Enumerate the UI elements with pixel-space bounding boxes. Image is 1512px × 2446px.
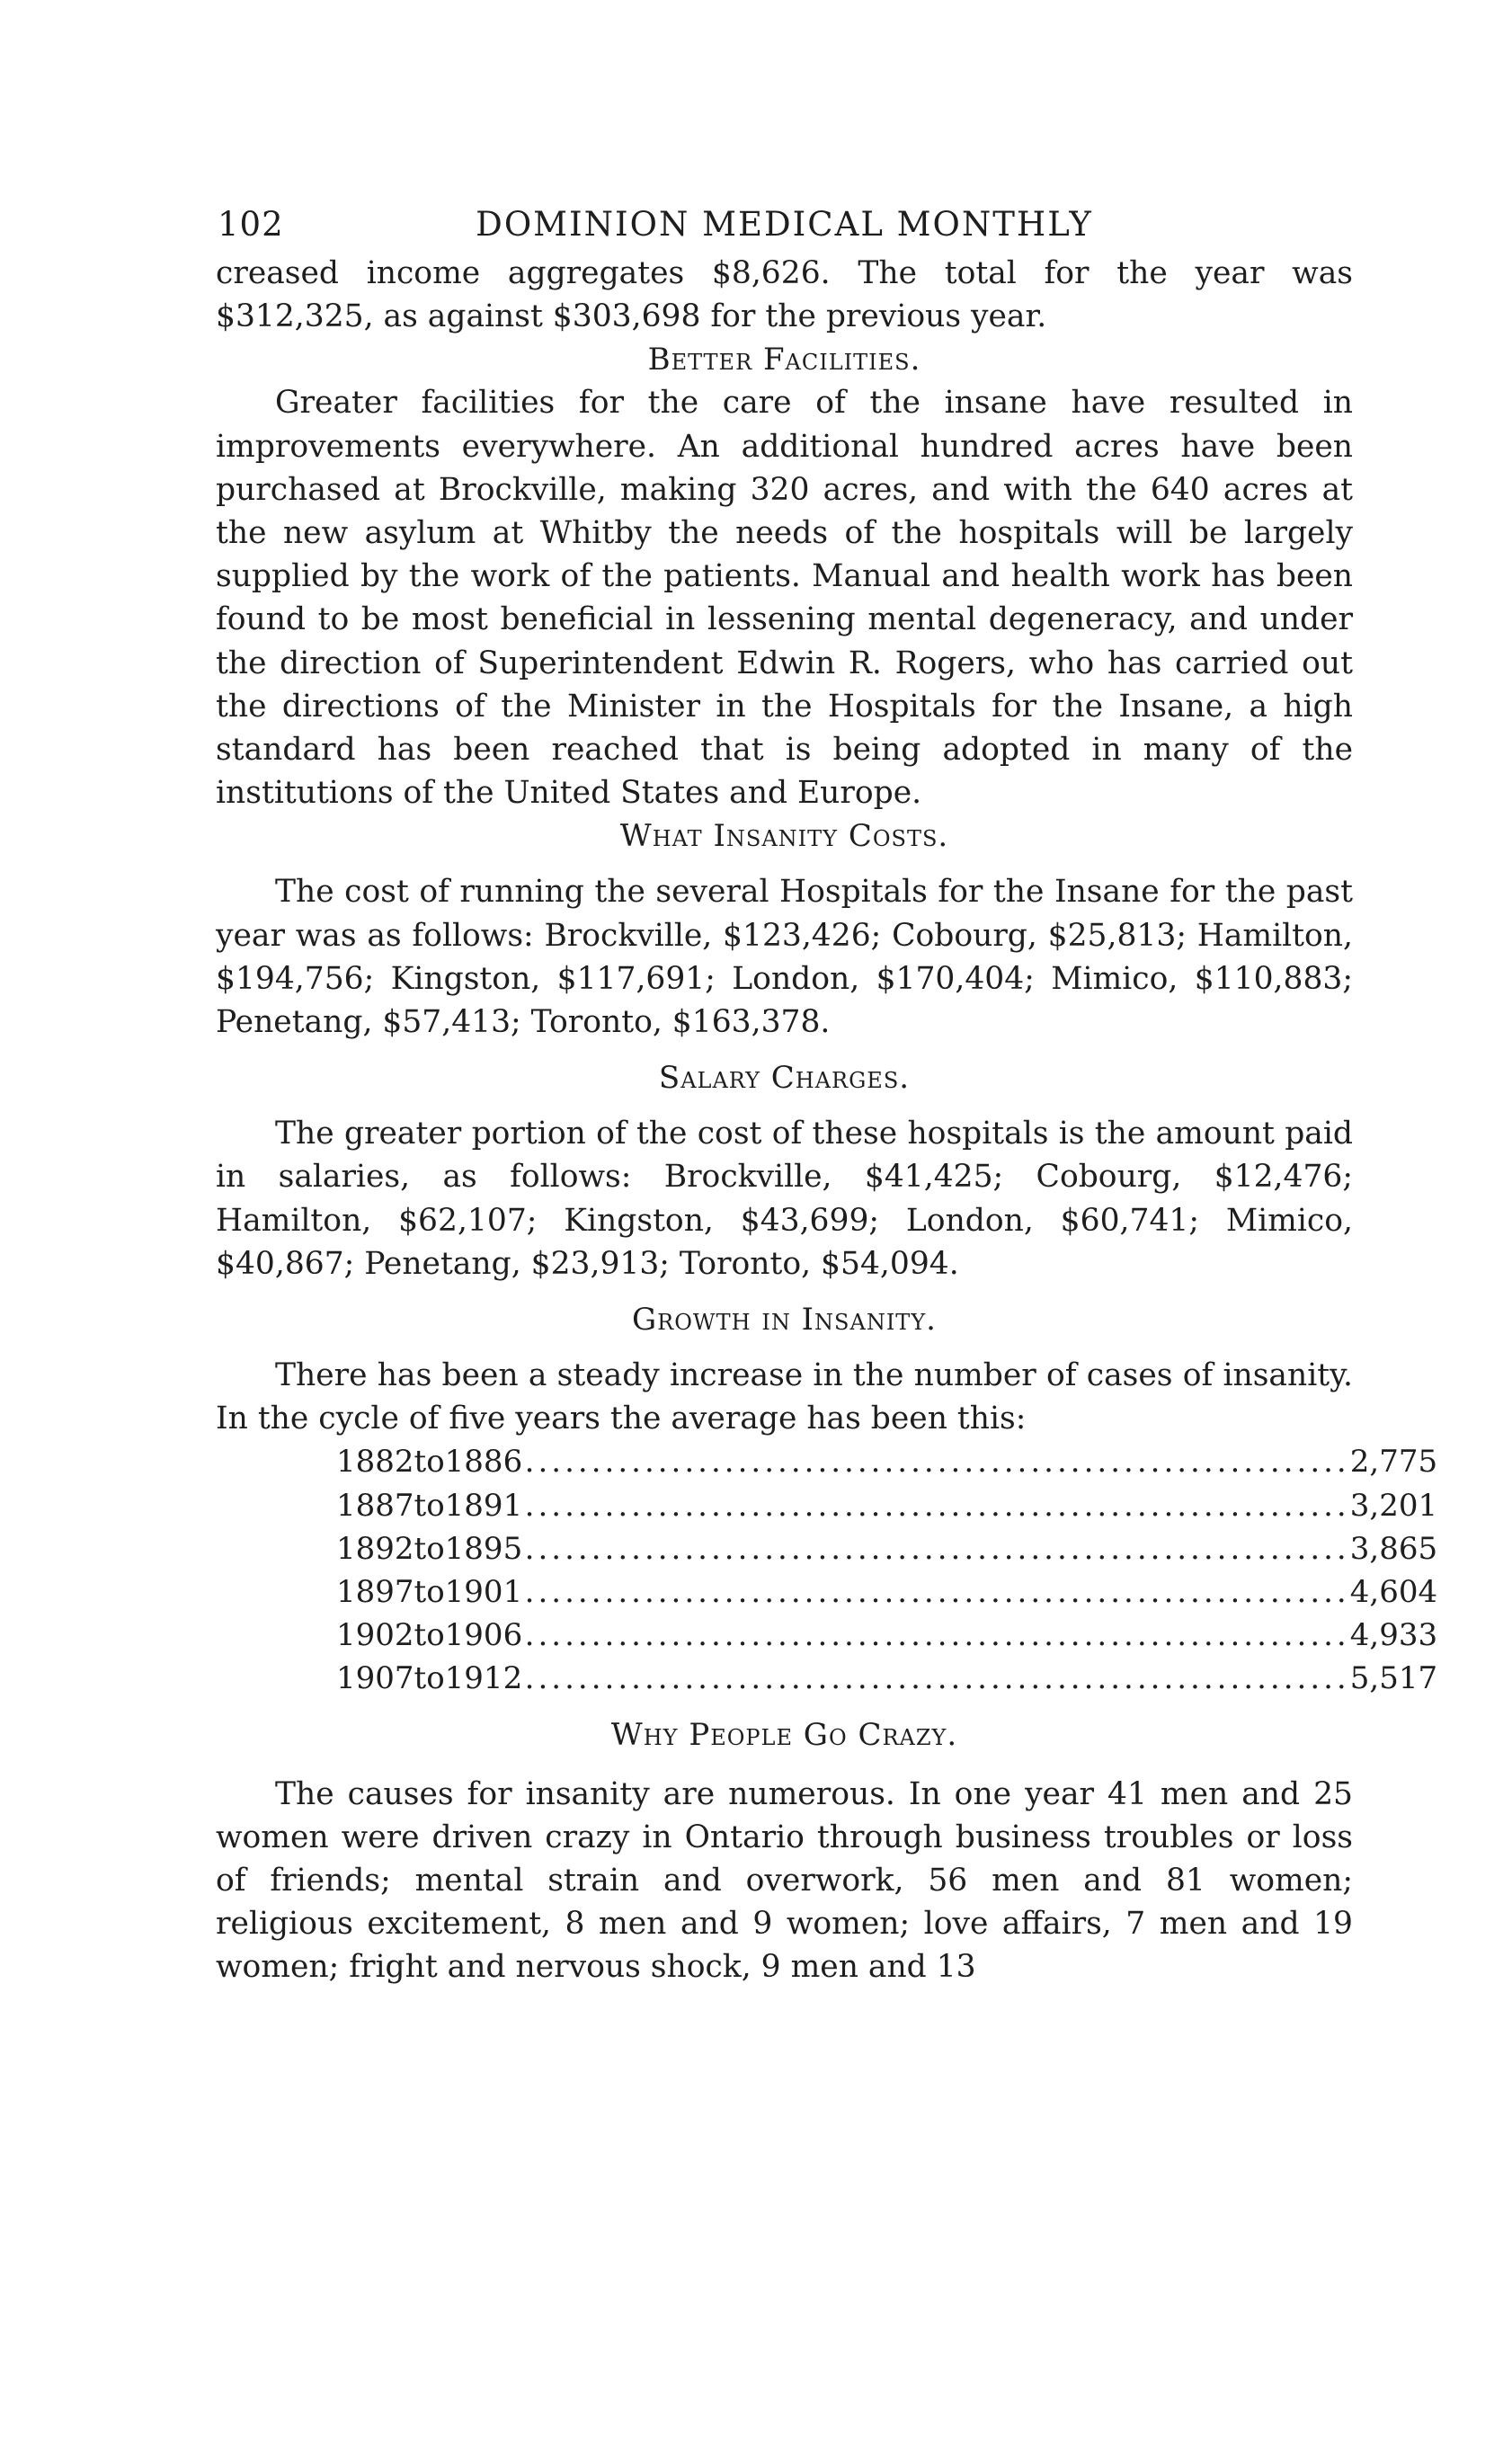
period-start: 1892 <box>336 1530 414 1567</box>
paragraph-better-facilities: Greater facilities for the care of the insane have resulted in improvements everywhere. An additional hundred acres have been purchased at Brockville, making 320 acres, and with the 640 acres at the new asylum at Whitby the needs of the hospitals will be largely supplied by the work of the patients. Manual and health work has been found to be most beneficial in lessening mental degeneracy, and under the direction of Superintendent Edwin R. Rogers, who has carried out the directions of the Minister in the Hospitals for the Insane, a high standard has been reached that is being adopted in many of the institutions of the United States and Europe. <box>216 385 1353 812</box>
table-row <box>336 1570 1438 1614</box>
period-to: to <box>414 1660 445 1697</box>
table-row <box>336 1614 1438 1657</box>
heading-salary-charges: Salary Charges. <box>658 1060 911 1097</box>
insanity-cases-table <box>336 1440 1438 1700</box>
document-page <box>216 198 1438 1989</box>
period-to: to <box>414 1530 445 1567</box>
table-row <box>336 1440 1438 1483</box>
period-to: to <box>414 1444 445 1481</box>
heading-better-facilities: Better Facilities. <box>647 342 921 378</box>
table-row <box>336 1527 1438 1570</box>
paragraph-why-people-go-crazy: The causes for insanity are numerous. In one year 41 men and 25 women were driven crazy in Ontario through business troubles or loss of friends; mental strain and overwork, 56 men and 81 women; religious excitement, 8 men and 9 women; love affairs, 7 men and 19 women; fright and nervous shock, 9 men and 13 <box>216 1775 1353 1986</box>
period-to: to <box>414 1617 445 1654</box>
period-end: 1895 <box>444 1530 523 1567</box>
average-cases: 3,201 <box>1349 1487 1438 1524</box>
average-cases: 3,865 <box>1349 1530 1438 1567</box>
page-number: 102 <box>218 205 284 244</box>
period-end: 1901 <box>444 1574 523 1611</box>
table-row <box>336 1484 1438 1527</box>
period-end: 1886 <box>444 1444 523 1481</box>
average-cases: 4,933 <box>1349 1617 1438 1654</box>
average-cases: 4,604 <box>1349 1574 1438 1611</box>
paragraph-what-insanity-costs: The cost of running the several Hospitals for the Insane for the past year was as follows: Brockville, $123,426; Cobourg, $25,813; Hamilton, $194,756; Kingston, $117,691; London, $170,404; Mimico, $110,883; Penetang, $57,413; Toronto, $163,378. <box>216 874 1353 1041</box>
table-row <box>336 1657 1438 1700</box>
average-cases: 5,517 <box>1349 1660 1438 1697</box>
period-start: 1887 <box>336 1487 414 1524</box>
dot-leader: .............................................................. <box>524 1574 1350 1611</box>
running-header <box>216 198 1353 252</box>
dot-leader: .............................................................. <box>524 1444 1350 1481</box>
paragraph-growth-in-insanity: There has been a steady increase in the number of cases of insanity. In the cycle of five years the average has been this: <box>216 1357 1353 1437</box>
period-start: 1902 <box>336 1617 414 1654</box>
period-end: 1912 <box>444 1660 523 1697</box>
dot-leader: .............................................................. <box>524 1487 1350 1524</box>
dot-leader: .............................................................. <box>524 1660 1350 1697</box>
intro-paragraph: creased income aggregates $8,626. The total for the year was $312,325, as against $303,698 for the previous year. <box>216 255 1353 335</box>
heading-growth-in-insanity: Growth in Insanity. <box>632 1302 937 1339</box>
journal-title: DOMINION MEDICAL MONTHLY <box>476 205 1093 244</box>
heading-why-people-go-crazy: Why People Go Crazy. <box>610 1716 958 1753</box>
paragraph-salary-charges: The greater portion of the cost of these hospitals is the amount paid in salaries, as follows: Brockville, $41,425; Cobourg, $12,476; Hamilton, $62,107; Kingston, $43,699; London, $60,741; Mimico, $40,867; Penetang, $23,913; Toronto, $54,094. <box>216 1116 1353 1282</box>
dot-leader: .............................................................. <box>524 1617 1350 1654</box>
period-start: 1882 <box>336 1444 414 1481</box>
period-end: 1906 <box>444 1617 523 1654</box>
period-end: 1891 <box>444 1487 523 1524</box>
period-start: 1907 <box>336 1660 414 1697</box>
period-start: 1897 <box>336 1574 414 1611</box>
period-to: to <box>414 1574 445 1611</box>
heading-what-insanity-costs: What Insanity Costs. <box>619 818 949 855</box>
dot-leader: .............................................................. <box>524 1530 1350 1567</box>
period-to: to <box>414 1487 445 1524</box>
average-cases: 2,775 <box>1349 1444 1438 1481</box>
